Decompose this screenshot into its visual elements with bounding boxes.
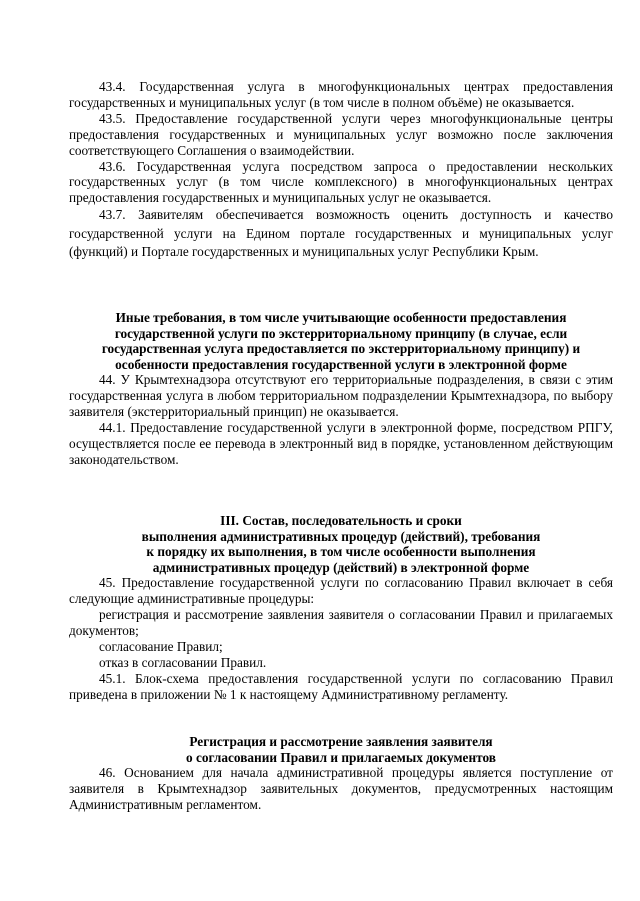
paragraph-43-7: 43.7. Заявителям обеспечивается возможность оценить доступность и качество государственной услуги на Едином портале государственных и муниципальных услуг (функций) и Портале государственных и муниципальных услуг Республики Крым.: [69, 207, 613, 260]
heading-line: о согласовании Правил и прилагаемых документов: [186, 749, 496, 765]
section-3: [69, 513, 613, 703]
paragraph-46: 46. Основанием для начала административной процедуры является поступление от заявителя в Крымтехнадзор заявительных документов, предусмотренных настоящим Административным регламентом.: [69, 765, 613, 812]
paragraph-44: 44. У Крымтехнадзора отсутствуют его территориальные подразделения, в связи с этим государственная услуга в любом территориальном подразделении Крымтехнадзора, по выбору заявителя (экстерриториальный принцип) не оказывается.: [69, 372, 613, 420]
heading-line: государственной услуги по экстерриториальному принципу (в случае, если: [114, 325, 568, 341]
heading-line: выполнения административных процедур (действий), требования: [141, 528, 541, 544]
paragraph-45-item-1: регистрация и рассмотрение заявления заявителя о согласовании Правил и прилагаемых документов;: [69, 607, 613, 639]
heading-registration: [69, 734, 613, 765]
heading-line: III. Состав, последовательность и сроки: [220, 513, 462, 528]
paragraph-45-item-3: отказ в согласовании Правил.: [99, 654, 267, 670]
paragraph-43-5: 43.5. Предоставление государственной услуги через многофункциональные центры предоставления государственных и муниципальных услуг возможно после заключения соответствующего Соглашения о взаимодействии.: [69, 110, 613, 158]
heading-other-requirements: [69, 310, 613, 372]
paragraph-45-item-2: согласование Правил;: [99, 639, 223, 654]
heading-line: Иные требования, в том числе учитывающие особенности предоставления: [115, 310, 567, 325]
section-other-requirements: [69, 310, 613, 468]
heading-line: особенности предоставления государственной услуги в электронной форме: [115, 356, 567, 372]
heading-line: административных процедур (действий) в электронной форме: [152, 559, 530, 575]
section-registration: [69, 734, 613, 813]
paragraphs-43: [69, 79, 613, 262]
heading-section-3: [69, 513, 613, 575]
paragraph-45-1: 45.1. Блок-схема предоставления государственной услуги по согласованию Правил приведена в приложении № 1 к настоящему Административному регламенту.: [69, 670, 613, 702]
paragraph-43-6: 43.6. Государственная услуга посредством запроса о предоставлении нескольких государственных услуг (в том числе комплексного) в многофункциональных центрах предоставления государственных и муниципальных услуг не оказывается.: [69, 158, 613, 206]
heading-line: государственная услуга предоставляется по экстерриториальному принципу) и: [101, 341, 581, 357]
heading-line: Регистрация и рассмотрение заявления заявителя: [189, 734, 493, 749]
heading-line: к порядку их выполнения, в том числе особенности выполнения: [146, 544, 536, 560]
paragraph-45: 45. Предоставление государственной услуги по согласованию Правил включает в себя следующие административные процедуры:: [69, 575, 613, 607]
paragraph-43-4: 43.4. Государственная услуга в многофункциональных центрах предоставления государственных и муниципальных услуг (в том числе в полном объёме) не оказывается.: [69, 79, 613, 110]
paragraph-44-1: 44.1. Предоставление государственной услуги в электронной форме, посредством РПГУ, осуществляется после ее перевода в электронный вид в порядке, установленном действующим законодательством.: [69, 420, 613, 467]
